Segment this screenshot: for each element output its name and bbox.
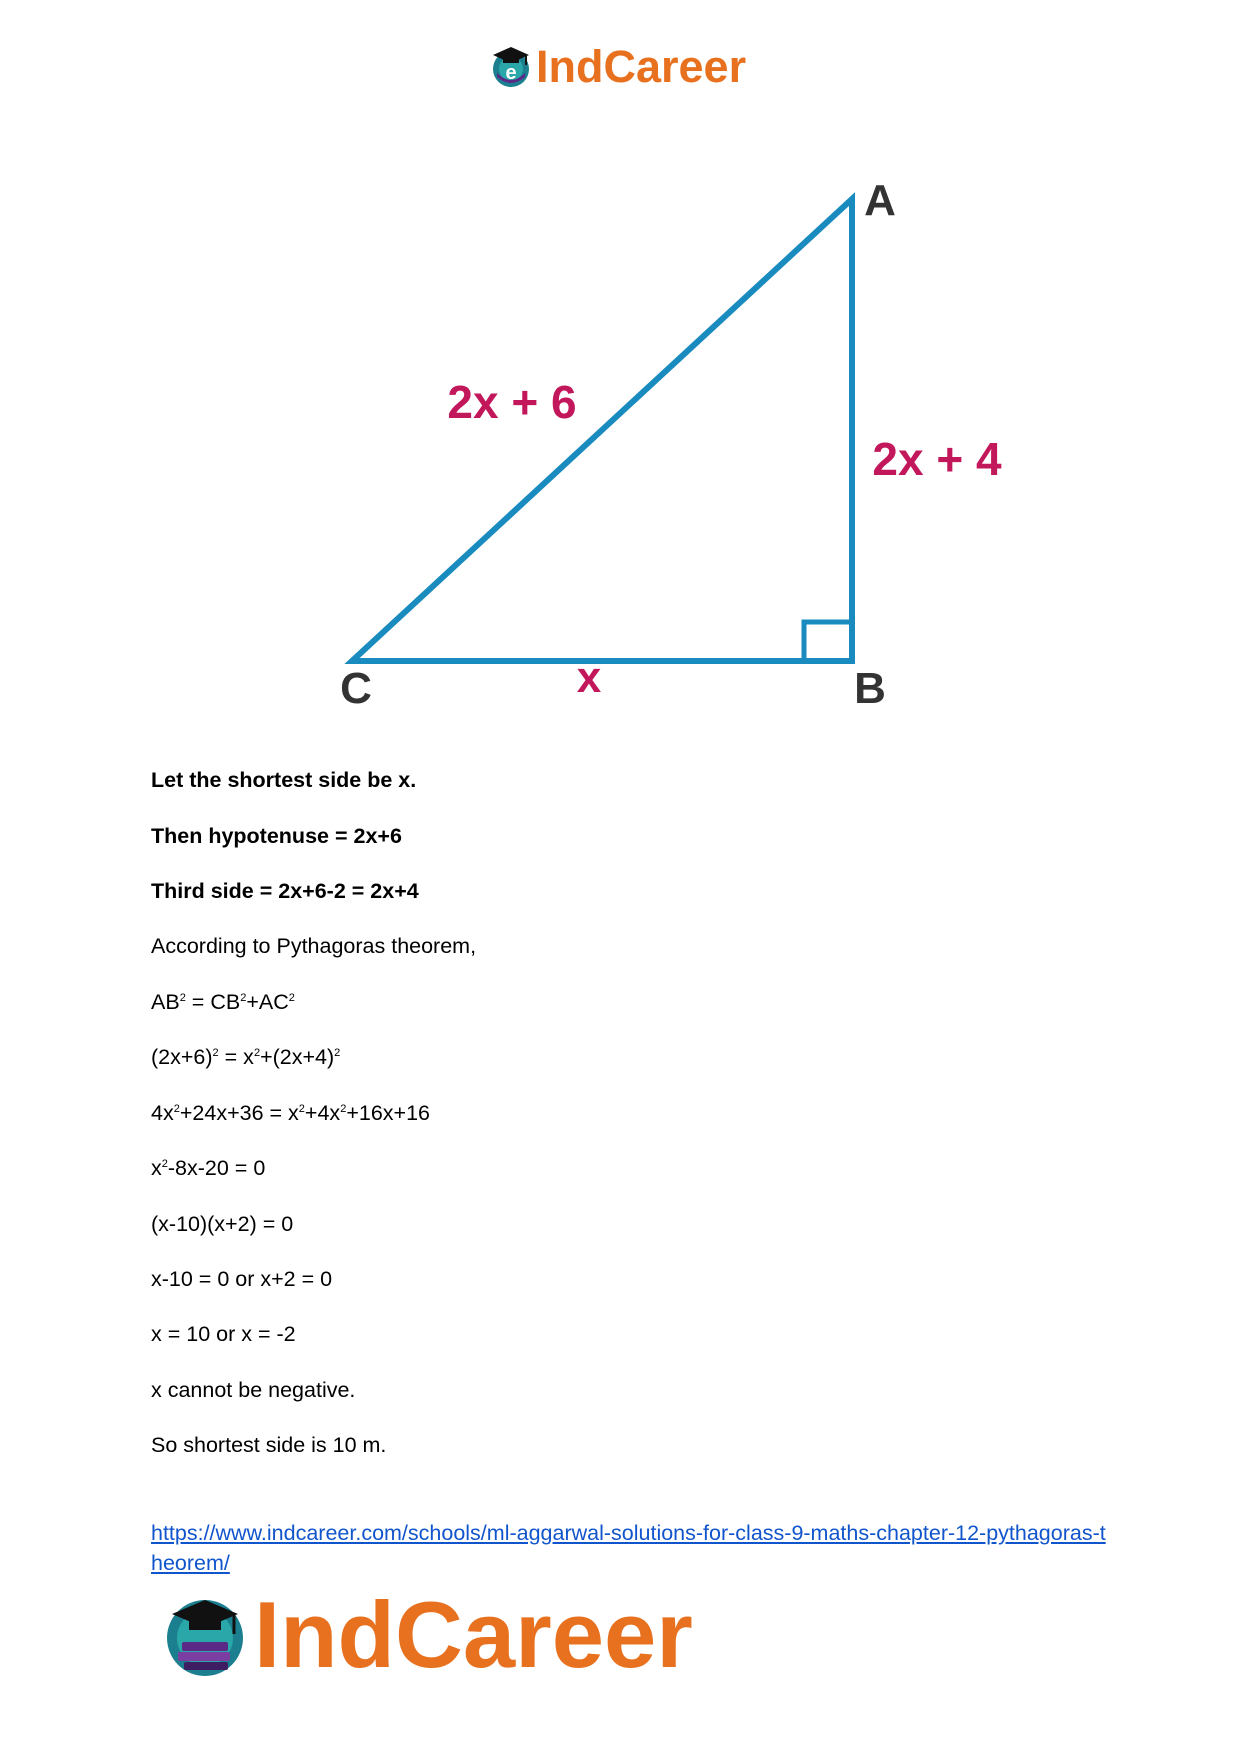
svg-text:e: e (505, 62, 517, 84)
solution-line: Then hypotenuse = 2x+6 (151, 824, 402, 848)
solution-line: x cannot be negative. (151, 1378, 356, 1402)
solution-line: According to Pythagoras theorem, (151, 934, 477, 958)
solution-line: x = 10 or x = -2 (151, 1322, 296, 1346)
hypotenuse-label: 2x + 6 (447, 376, 577, 428)
triangle-shape (352, 199, 852, 661)
equation-line: $x^2-8x-20 = 0$ (151, 1156, 266, 1180)
solution-line: So shortest side is 10 m. (151, 1433, 387, 1457)
equation-line: $(2x+6)^2 = x^2+(2x+4)^2$ (151, 1045, 341, 1069)
vertex-label-c: C (340, 664, 372, 713)
solution-line: Third side = 2x+6-2 = 2x+4 (151, 879, 419, 903)
solution-line: (x-10)(x+2) = 0 (151, 1212, 294, 1236)
equation-line: $4x^2+24x+36 = x^2+4x^2+16x+16$ (151, 1101, 431, 1125)
source-link[interactable]: https://www.indcareer.com/schools/ml-aggarwal-solutions-for-class-9-maths-chapter-12-pythagoras-theorem/ (151, 1521, 1106, 1575)
right-angle-marker (804, 622, 852, 661)
footer-logo-text: IndCareer (254, 1582, 693, 1687)
graduation-books-icon (160, 1590, 250, 1680)
equation-line: $AB^2 = CB^2+AC^2$ (151, 990, 295, 1014)
solution-line: x-10 = 0 or x+2 = 0 (151, 1267, 333, 1291)
vertex-label-b: B (854, 664, 886, 713)
triangle-diagram (0, 0, 1242, 720)
vertex-label-a: A (864, 176, 896, 225)
vertical-side-label: 2x + 4 (872, 433, 1002, 485)
header-logo-text: IndCareer (536, 40, 747, 92)
solution-line: Let the shortest side be x. (151, 768, 417, 792)
base-side-label: x (576, 653, 602, 702)
footer-logo (160, 1582, 693, 1687)
